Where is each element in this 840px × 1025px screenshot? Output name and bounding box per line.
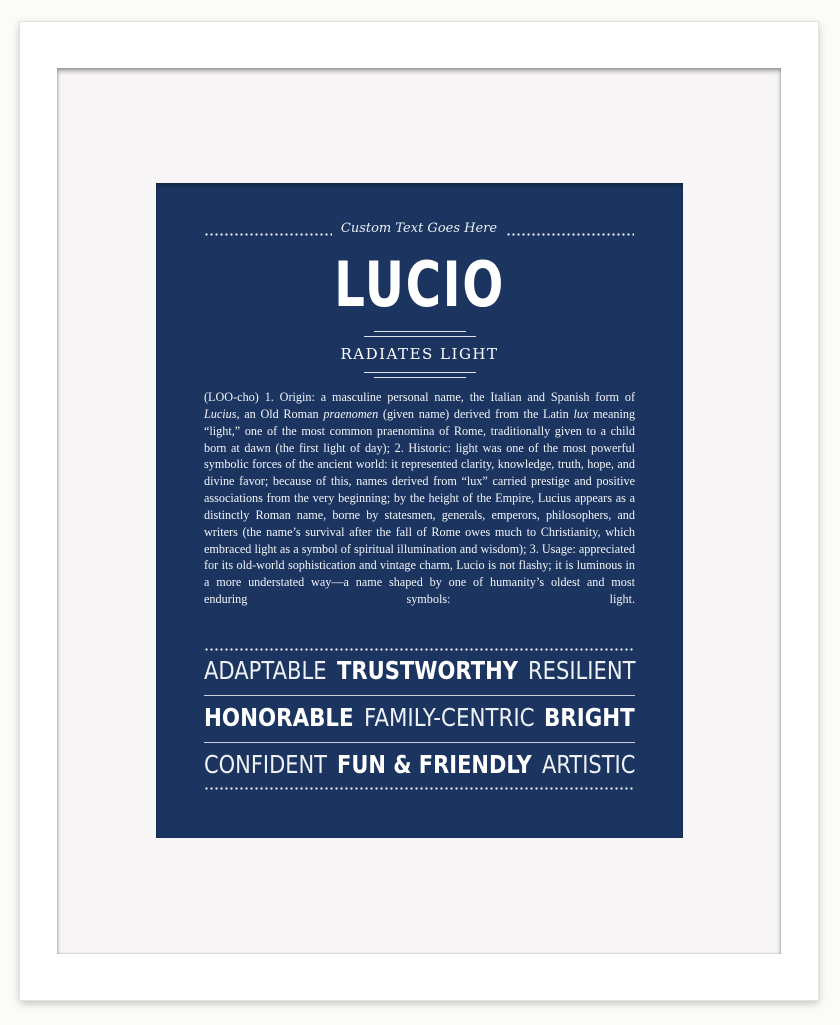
lucius-word: Lucius [204,406,237,421]
definition-usage: 3. Usage: appreciated for its old-world sophistication and vintage charm, Lucio is not flashy; it is luminous in a more understated way—a name shaped by one of humanity’s oldest and most enduring symbols: light. [204,541,635,607]
custom-text: Custom Text Goes Here [340,221,498,236]
dotted-divider-right [506,233,634,236]
name-definition [204,389,635,608]
tagline-rule-top-1 [374,331,466,332]
traits-divider-1 [204,695,635,696]
praenomen-word: praenomen [323,406,379,421]
tagline-rule-bottom-2 [374,377,466,378]
name-print [156,183,683,838]
trait-honorable: HONORABLE [204,703,354,732]
custom-text-row [204,219,634,247]
trait-adaptable: ADAPTABLE [204,656,327,685]
traits-row-1 [204,656,635,690]
trait-fun-and-friendly: FUN & FRIENDLY [336,750,532,779]
traits-row-2 [204,703,635,737]
traits-dotted-divider-top [204,648,635,651]
trait-artistic: ARTISTIC [541,750,635,779]
frame-mat [57,68,781,954]
trait-resilient: RESILIENT [527,656,635,685]
definition-origin: 1. Origin: a masculine personal name, the Italian and Spanish form of Lucius, an Old Roman praenomen (given name) derived from the Latin lux meaning “light,” one of the most common praenomina of Rome, traditionally given to a child born at dawn (the first light of day); [204,390,636,455]
picture-frame [20,22,818,1000]
definition-historic: 2. Historic: light was one of the most powerful symbolic forces of the ancient world: it represented clarity, knowledge, truth, hope, and divine favor; because of this, names derived from “lux” carried prestige and positive associations from the very beginning; by the height of the Empire, Lucius appears as a distinctly Roman name, borne by statesmen, generals, emperors, philosophers, and writers (the name’s survival after the fall of Rome owes much to Christianity, which embraced light as a symbol of spiritual illumination and wisdom); [204,440,636,556]
name-title: LUCIO [334,248,505,321]
trait-trustworthy: TRUSTWORTHY [336,656,518,685]
tagline-rule-top-2 [364,336,476,337]
trait-confident: CONFIDENT [204,750,327,779]
pronunciation: (LOO-cho) [204,390,259,404]
trait-family-centric: FAMILY-CENTRIC [363,703,535,732]
lux-word: lux [573,406,589,421]
traits-dotted-divider-bottom [204,787,635,790]
traits-divider-2 [204,742,635,743]
tagline: RADIATES LIGHT [340,345,499,363]
traits-row-3 [204,750,635,784]
trait-bright: BRIGHT [544,703,635,732]
tagline-rule-bottom-1 [364,372,476,373]
